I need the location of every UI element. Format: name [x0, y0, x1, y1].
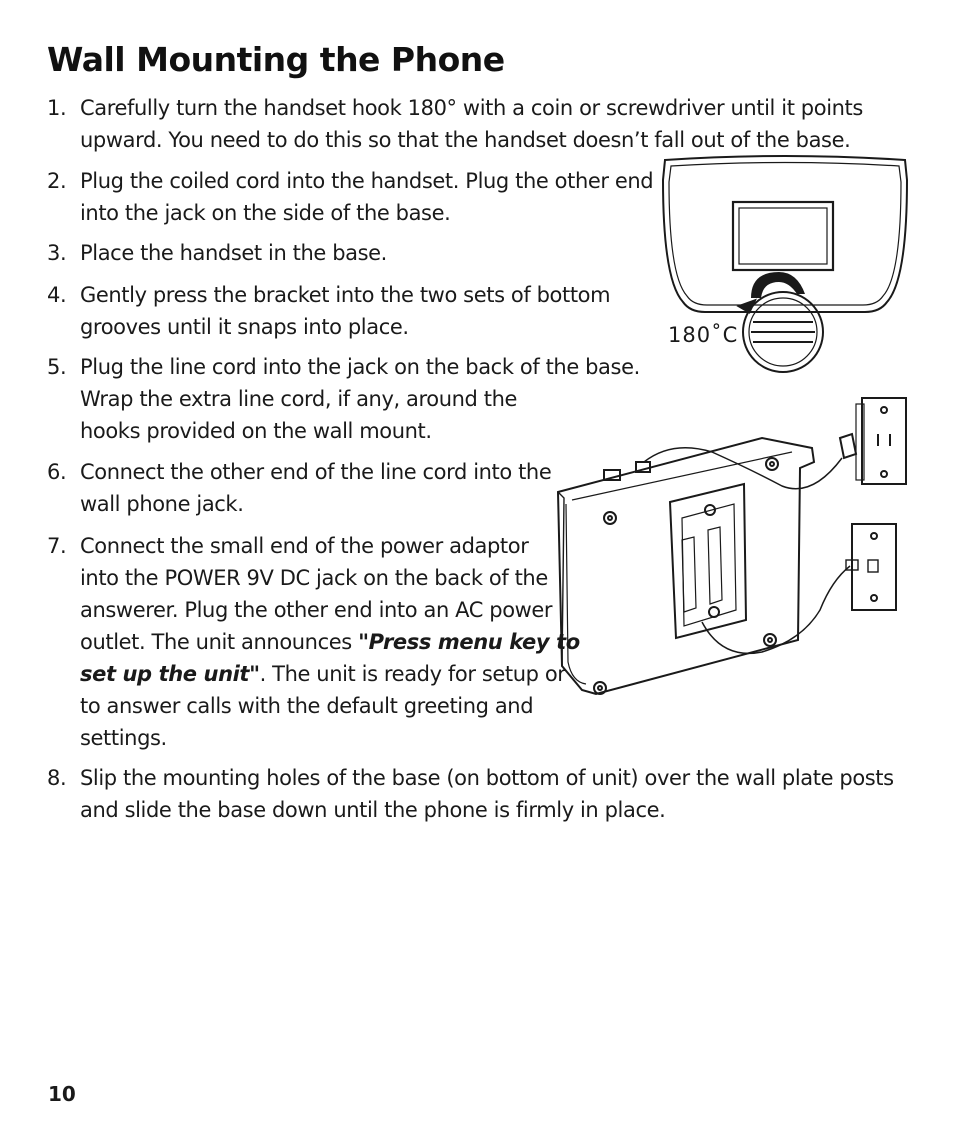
step-number: 6.	[47, 460, 67, 484]
step-line: Plug the line cord into the jack on the back of the base.	[80, 355, 640, 379]
step-7	[47, 530, 580, 754]
step-number: 5.	[47, 355, 67, 379]
step-line: Connect the other end of the line cord into the	[80, 460, 552, 484]
step-line: into the POWER 9V DC jack on the back of the	[80, 566, 548, 590]
step-number: 3.	[47, 241, 67, 265]
step-line: and slide the base down until the phone is firmly in place.	[80, 798, 666, 822]
step-8	[47, 762, 927, 826]
page-number: 10	[48, 1082, 76, 1106]
step-line: settings.	[80, 726, 167, 750]
step-line: Connect the small end of the power adaptor	[80, 534, 529, 558]
step-text: outlet. The unit announces	[80, 630, 359, 654]
step-line: Plug the coiled cord into the handset. Plug the other end	[80, 169, 654, 193]
step-number: 4.	[47, 283, 67, 307]
step-1	[47, 92, 927, 156]
step-line: wall phone jack.	[80, 492, 244, 516]
step-line: answerer. Plug the other end into an AC power	[80, 598, 553, 622]
step-text: . The unit is ready for setup or	[259, 662, 566, 686]
step-line	[80, 658, 566, 690]
announcement-text: "Press menu key to	[358, 630, 580, 654]
step-number: 1.	[47, 96, 67, 120]
step-line: grooves until it snaps into place.	[80, 315, 409, 339]
step-line: to answer calls with the default greeting and	[80, 694, 534, 718]
step-line	[80, 626, 580, 658]
step-3	[47, 237, 647, 269]
step-line: Place the handset in the base.	[80, 241, 387, 265]
step-line: Wrap the extra line cord, if any, around the	[80, 387, 518, 411]
base-wall-mount-illustration	[552, 390, 912, 710]
step-line: Gently press the bracket into the two sets of bottom	[80, 283, 611, 307]
step-number: 7.	[47, 534, 67, 558]
step-line: hooks provided on the wall mount.	[80, 419, 432, 443]
step-number: 8.	[47, 766, 67, 790]
step-number: 2.	[47, 169, 67, 193]
rotation-label: 180˚C	[668, 323, 739, 347]
step-line: Carefully turn the handset hook 180° with a coin or screwdriver until it points	[80, 96, 863, 120]
step-6	[47, 456, 557, 520]
step-line: Slip the mounting holes of the base (on bottom of unit) over the wall plate posts	[80, 766, 894, 790]
step-line: into the jack on the side of the base.	[80, 201, 451, 225]
step-2	[47, 165, 657, 229]
announcement-text: set up the unit"	[80, 662, 260, 686]
page-title: Wall Mounting the Phone	[47, 40, 505, 79]
step-line: upward. You need to do this so that the handset doesn’t fall out of the base.	[80, 128, 851, 152]
step-4	[47, 279, 647, 343]
